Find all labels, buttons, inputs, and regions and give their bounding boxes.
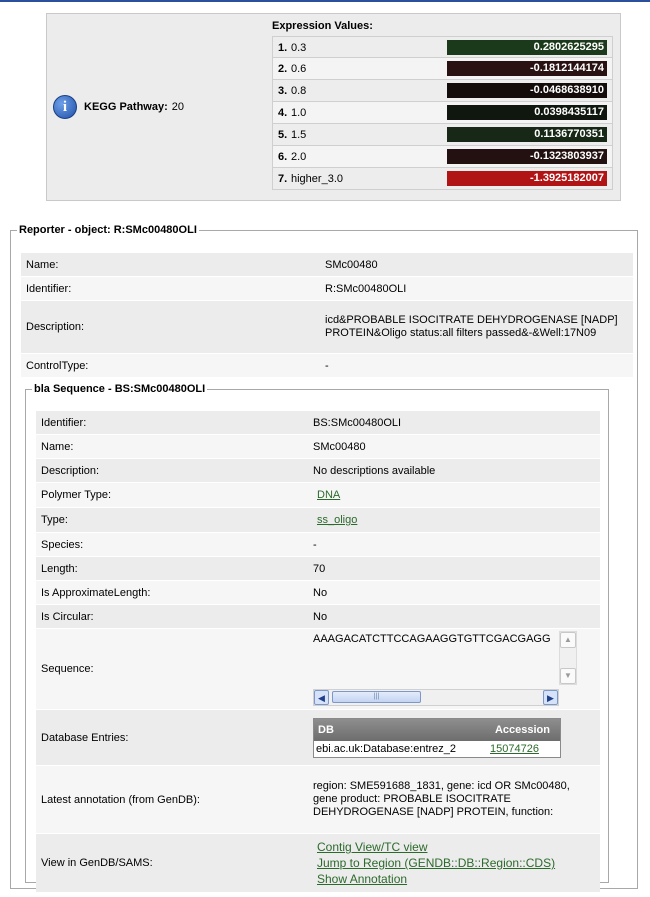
row-value: No [313, 586, 328, 599]
row-label: Database Entries: [41, 731, 129, 744]
expression-label: 0.6 [291, 63, 307, 75]
sequence-text: AAAGACATCTTCCAGAAGGTGTTCGACGAGG [313, 633, 551, 645]
expression-index: 5. [278, 129, 288, 141]
expression-label: 0.8 [291, 85, 307, 97]
reporter-table [21, 253, 633, 378]
scroll-up-icon[interactable]: ▲ [560, 632, 576, 648]
row-value-cell [308, 508, 600, 532]
reporter-row-name [21, 253, 633, 277]
expression-row [272, 36, 613, 58]
row-label: Polymer Type: [41, 489, 112, 501]
scroll-thumb[interactable]: ||| [332, 691, 421, 703]
bla-row-polymer [36, 483, 600, 508]
info-icon[interactable]: i [53, 95, 77, 119]
bla-row-identifier [36, 411, 600, 435]
kegg-value: 20 [171, 101, 184, 113]
accession-cell [486, 743, 560, 755]
row-value-cell [308, 483, 600, 507]
row-label: Length: [41, 562, 78, 575]
vertical-scrollbar[interactable] [559, 631, 577, 685]
row-value: No descriptions available [313, 464, 436, 477]
row-label: Name: [26, 258, 59, 271]
reporter-row-identifier [21, 277, 633, 301]
row-value: - [313, 538, 317, 551]
expression-label: 2.0 [291, 151, 307, 163]
database-table-row [314, 741, 560, 757]
row-label: Type: [41, 514, 68, 526]
expression-label: higher_3.0 [291, 173, 343, 185]
row-value: No [313, 610, 328, 623]
database-entries-table [313, 718, 561, 758]
row-value: BS:SMc00480OLI [313, 416, 402, 429]
accession-link[interactable]: 15074726 [490, 742, 539, 755]
type-link[interactable]: ss_oligo [317, 514, 358, 526]
expression-value: -0.0468638910 [447, 83, 607, 98]
expression-row [272, 80, 613, 102]
bla-row-sequence [36, 629, 600, 710]
row-label: Sequence: [41, 663, 94, 675]
reporter-row-description [21, 301, 633, 354]
bla-table [36, 411, 600, 893]
expression-row [272, 102, 613, 124]
row-label: Identifier: [26, 282, 72, 295]
expression-value: -1.3925182007 [447, 171, 607, 186]
expression-table [272, 36, 613, 190]
expression-title: Expression Values: [272, 20, 373, 32]
row-value: 70 [313, 562, 326, 575]
row-value-cell [308, 629, 600, 709]
row-value: R:SMc00480OLI [325, 282, 407, 295]
expression-index: 6. [278, 151, 288, 163]
accession-column-header: Accession [494, 723, 550, 736]
expression-index: 4. [278, 107, 288, 119]
bla-row-name [36, 435, 600, 459]
expression-index: 1. [278, 42, 288, 54]
expression-row [272, 58, 613, 80]
row-label: View in GenDB/SAMS: [41, 857, 153, 869]
expression-index: 7. [278, 173, 288, 185]
database-table-header [314, 719, 560, 741]
expression-label: 0.3 [291, 42, 307, 54]
row-value: icd&PROBABLE ISOCITRATE DEHYDROGENASE [NADP] PROTEIN&Oligo status:all filters passed&-&Well:17N09 [325, 314, 618, 339]
bla-row-length [36, 557, 600, 581]
scroll-down-icon[interactable]: ▼ [560, 668, 576, 684]
row-value: region: SME591688_1831, gene: icd OR SMc00480, gene product: PROBABLE ISOCITRATE DEHYDROGENASE [NADP] PROTEIN, function: [313, 780, 570, 818]
db-column-header: DB [318, 723, 334, 736]
bla-row-view [36, 834, 600, 893]
row-value: - [325, 359, 329, 372]
bla-row-approx-length [36, 581, 600, 605]
show-annotation-link[interactable]: Show Annotation [317, 872, 408, 886]
row-value-cell [308, 834, 600, 892]
bla-row-annotation [36, 766, 600, 834]
row-label: Species: [41, 538, 84, 551]
scroll-right-icon[interactable]: ▶ [543, 690, 558, 705]
bla-row-circular [36, 605, 600, 629]
bla-sequence-fieldset [25, 383, 609, 886]
db-cell: ebi.ac.uk:Database:entrez_2 [316, 742, 457, 755]
polymer-type-link[interactable]: DNA [317, 489, 341, 501]
bla-row-type [36, 508, 600, 533]
expression-row [272, 146, 613, 168]
horizontal-scrollbar[interactable] [313, 689, 559, 706]
reporter-row-controltype [21, 354, 633, 378]
expression-index: 2. [278, 63, 288, 75]
row-label: ControlType: [26, 359, 89, 372]
scroll-left-icon[interactable]: ◀ [314, 690, 329, 705]
bla-row-species [36, 533, 600, 557]
expression-panel [46, 13, 621, 201]
expression-label: 1.0 [291, 107, 307, 119]
expression-value: 0.2802625295 [447, 40, 607, 55]
expression-label: 1.5 [291, 129, 307, 141]
kegg-label: KEGG Pathway: [84, 101, 168, 113]
bla-legend: bla Sequence - BS:SMc00480OLI [34, 383, 206, 395]
sequence-textbox[interactable] [313, 629, 572, 703]
expression-value: 0.0398435117 [447, 105, 607, 120]
row-value: SMc00480 [313, 440, 366, 453]
reporter-legend: Reporter - object: R:SMc00480OLI [19, 224, 197, 236]
kegg-pathway [53, 95, 184, 119]
jump-to-region-link[interactable]: Jump to Region (GENDB::DB::Region::CDS) [317, 856, 556, 870]
bla-row-description [36, 459, 600, 483]
expression-row [272, 168, 613, 190]
expression-value: 0.1136770351 [447, 127, 607, 142]
bla-row-database [36, 710, 600, 766]
row-label: Name: [41, 440, 74, 453]
row-label: Identifier: [41, 416, 87, 429]
row-label: Is Circular: [41, 610, 94, 623]
expression-row [272, 124, 613, 146]
row-label: Is ApproximateLength: [41, 586, 151, 599]
row-value: SMc00480 [325, 258, 378, 271]
contig-view-link[interactable]: Contig View/TC view [317, 840, 428, 854]
row-label: Description: [26, 321, 85, 333]
expression-index: 3. [278, 85, 288, 97]
row-label: Latest annotation (from GenDB): [41, 793, 200, 806]
expression-value: -0.1323803937 [447, 149, 607, 164]
row-label: Description: [41, 464, 100, 477]
reporter-fieldset [10, 224, 638, 889]
row-value-cell [308, 710, 600, 765]
expression-value: -0.1812144174 [447, 61, 607, 76]
top-border [0, 0, 650, 2]
